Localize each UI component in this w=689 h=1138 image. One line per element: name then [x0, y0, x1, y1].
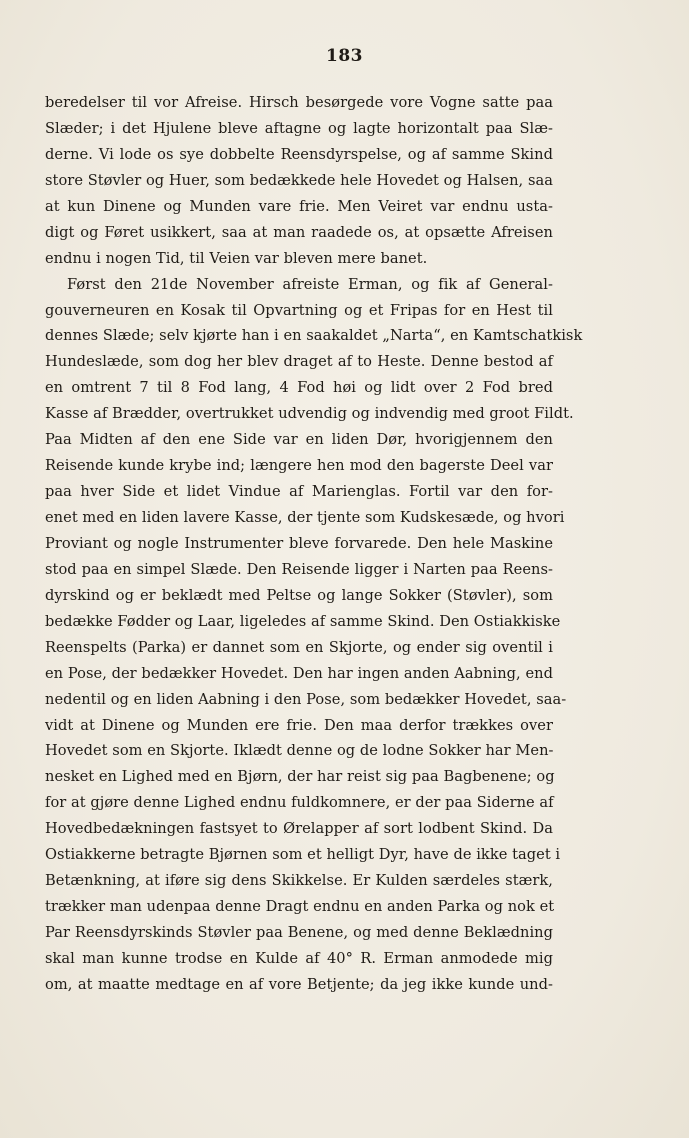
text-line: Hovedet som en Skjorte. Iklædt denne og de lodne Sokker har Men-	[45, 742, 554, 760]
text-line: Ostiakkerne betragte Bjørnen som et helligt Dyr, have de ikke taget i	[45, 846, 561, 864]
text-line: Kasse af Brædder, overtrukket udvendig og indvendig med groot Fildt.	[45, 405, 574, 423]
text-line: dennes Slæde; selv kjørte han i en saakaldet „Narta“, en Kamtschatkisk	[45, 327, 583, 345]
text-line: en Pose, der bedækker Hovedet. Den har ingen anden Aabning, end	[45, 664, 553, 682]
text-line: enet med en liden lavere Kasse, der tjente som Kudskesæde, og hvori	[45, 509, 565, 526]
text-line: for at gjøre denne Lighed endnu fuldkomnere, er der paa Siderne af	[45, 794, 554, 812]
text-line: derne. Vi lode os sye dobbelte Reensdyrspelse, og af samme Skind	[45, 145, 553, 163]
body-text	[45, 90, 583, 998]
paragraph-start-line: Først den 21de November afreiste Erman, og fik af General-	[67, 275, 553, 293]
text-line: Proviant og nogle Instrumenter bleve forvarede. Den hele Maskine	[45, 534, 553, 552]
text-line: digt og Føret usikkert, saa at man raadede os, at opsætte Afreisen	[45, 223, 553, 241]
text-line: Slæder; i det Hjulene bleve aftagne og lagte horizontalt paa Slæ-	[45, 119, 553, 137]
text-line: om, at maatte medtage en af vore Betjente; da jeg ikke kunde und-	[45, 975, 553, 993]
text-line: Par Reensdyrskinds Støvler paa Benene, og med denne Beklædning	[45, 924, 553, 941]
text-line: en omtrent 7 til 8 Fod lang, 4 Fod høi og lidt over 2 Fod bred	[45, 379, 553, 397]
text-line: beredelser til vor Afreise. Hirsch besørgede vore Vogne satte paa	[45, 94, 553, 111]
text-line: store Støvler og Huer, som bedækkede hele Hovedet og Halsen, saa	[45, 171, 553, 189]
text-line: nedentil og en liden Aabning i den Pose, som bedækker Hovedet, saa-	[45, 690, 567, 708]
page-number: 183	[326, 46, 363, 66]
text-line: bedække Fødder og Laar, ligeledes af samme Skind. Den Ostiakkiske	[45, 612, 561, 630]
text-line: gouverneuren en Kosak til Opvartning og et Fripas for en Hest til	[45, 301, 553, 319]
text-line: nesket en Lighed med en Bjørn, der har reist sig paa Bagbenene; og	[45, 768, 555, 786]
paragraph-end-line: endnu i nogen Tid, til Veien var bleven mere banet.	[45, 249, 428, 267]
text-line: at kun Dinene og Munden vare frie. Men Veiret var endnu usta-	[45, 197, 553, 215]
text-line: paa hver Side et lidet Vindue af Marienglas. Fortil var den for-	[45, 483, 553, 501]
text-line: Hovedbedækningen fastsyet to Ørelapper af sort lodbent Skind. Da	[45, 820, 553, 838]
text-line: Reisende kunde krybe ind; længere hen mod den bagerste Deel var	[45, 457, 553, 475]
text-line: trækker man udenpaa denne Dragt endnu en anden Parka og nok et	[45, 898, 555, 916]
text-line: skal man kunne trodse en Kulde af 40° R. Erman anmodede mig	[45, 949, 553, 967]
text-line: dyrskind og er beklædt med Peltse og lange Sokker (Støvler), som	[45, 586, 553, 604]
text-line: Betænkning, at iføre sig dens Skikkelse. Er Kulden særdeles stærk,	[45, 872, 553, 890]
text-line: Reenspelts (Parka) er dannet som en Skjorte, og ender sig oventil i	[45, 638, 553, 656]
text-line: Paa Midten af den ene Side var en liden Dør, hvorigjennem den	[45, 431, 553, 449]
text-line: vidt at Dinene og Munden ere frie. Den maa derfor trækkes over	[45, 716, 553, 734]
text-line: Hundeslæde, som dog her blev draget af to Heste. Denne bestod af	[45, 353, 553, 371]
text-line: stod paa en simpel Slæde. Den Reisende ligger i Narten paa Reens-	[45, 560, 553, 578]
